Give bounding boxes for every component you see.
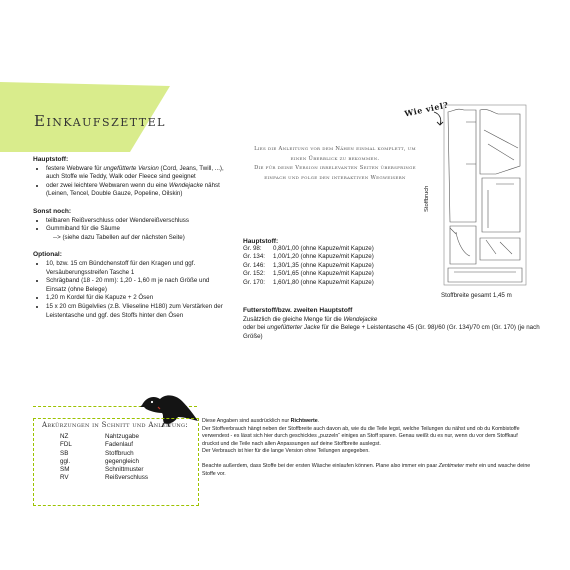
table-row: Gr. 98: 0,80/1,00 (ohne Kapuze/mit Kapuze)	[243, 245, 374, 252]
abbreviation-row: FDL Fadenlauf	[60, 441, 134, 449]
size-table-heading: Hauptstoff:	[243, 238, 279, 245]
abbreviation-list	[60, 433, 148, 483]
optional-heading: Optional:	[33, 251, 62, 259]
size-table-block	[243, 238, 382, 287]
list-item: • Gummiband für die Säume	[46, 225, 228, 234]
notes-block	[202, 418, 532, 478]
fabric-width-label: Stoffbreite gesamt 1,45 m	[441, 292, 512, 299]
table-row: Gr. 152: 1,50/1,65 (ohne Kapuze/mit Kapuze)	[243, 270, 374, 278]
abbreviation-row: SB Stoffbruch	[60, 449, 134, 457]
sonst-sub-note: --> (siehe dazu Tabellen auf der nächsten Seite)	[53, 233, 185, 241]
page-title: Einkaufszettel	[34, 112, 166, 130]
notes-p3: Der Verbrauch ist hier für die lange Version ohne Teilungen angegeben.	[202, 448, 370, 455]
futter-line-1: Zusätzlich die gleiche Menge für die Wendejacke	[243, 315, 378, 323]
table-row: Gr. 146: 1,30/1,35 (ohne Kapuze/mit Kapuze)	[243, 261, 374, 269]
futter-heading: Futterstoff/bzw. zweiten Hauptstoff	[243, 307, 353, 314]
list-item: • 1,20 m Kordel für die Kapuze + 2 Ösen	[46, 294, 228, 303]
materials-list	[33, 156, 228, 320]
wie-viel-label: Wie viel?	[403, 99, 450, 119]
abbreviation-row: SM Schnittmuster	[60, 466, 144, 474]
table-row: Gr. 170: 1,60/1,80 (ohne Kapuze/mit Kapuze)	[243, 278, 374, 286]
instruction-note: Lies die Anleitung vor dem Nähen einmal komplett, um einen Überblick zu bekommen. Die für deine Version irrelevanten Seiten überspringe einfach und folge den interaktiven Wegweisern	[254, 146, 416, 181]
size-table	[243, 245, 382, 287]
notes-p4: Beachte außerdem, dass Stoffe bei der ersten Wäsche einlaufen können. Plane also immer ein paar Zentimeter mehr ein und wasche deine Stoffe vor.	[202, 462, 531, 477]
list-item: • 15 x 20 cm Bügelvlies (z.B. Vlieseline H180) zum Verstärken der Leistentasche und ggf. des Stoffs hinter den Ösen	[46, 303, 228, 320]
futter-line-2: oder bei ungefütterter Jacke für die Belege + Leistentasche 45 (Gr. 98)/60 (Gr. 134)/70 cm (Gr. 170) (je nach Größe)	[243, 324, 540, 340]
notes-p2: Der Stoffverbrauch hängt neben der Stoffbreite auch davon ab, wie du die Teile legst, welche Teilungen du nähst und ob du Kombistoffe verwendest - es lässt sich hier durch geschicktes „puzzeln“ einiges an Stoff sparen. Genau weißt du es nur, wenn du vor dem Stoffkauf druckst und die Teile nach allen Anpassungen auf deine Stoffbreite auslegst.	[202, 425, 520, 447]
abbreviation-row: ggl. gegengleich	[60, 457, 139, 465]
list-item: • Schrägband (18 - 20 mm): 1,20 - 1,60 m je nach Größe und Einsatz (ohne Belege)	[46, 277, 228, 294]
table-row: Gr. 134: 1,00/1,20 (ohne Kapuze/mit Kapuze)	[243, 253, 374, 261]
fabric-layout-diagram	[436, 104, 536, 290]
list-item: • oder zwei leichtere Webwaren wenn du eine Wendejacke nähst (Leinen, Tencel, Double Gauze, Popeline, Oilskin)	[46, 182, 228, 199]
list-item: • teilbaren Reißverschluss oder Wendereißverschluss	[46, 217, 228, 226]
notes-p1: Diese Angaben sind ausdrücklich nur Richtwerte.	[202, 418, 320, 424]
abbreviation-title: Abkürzungen in Schnitt und Anleitung:	[41, 421, 189, 429]
fold-label: Stoffbruch	[424, 185, 430, 212]
hauptstoff-heading: Hauptstoff:	[33, 156, 69, 163]
list-item: • festere Webware für ungefütterte Version (Cord, Jeans, Twill, ...), auch Stoffe wie Teddy, Walk oder Fleece sind geeignet	[46, 165, 228, 182]
abbreviation-row: RV Reißverschluss	[60, 474, 149, 482]
abbreviation-row: NZ Nahtzugabe	[60, 433, 139, 440]
sonst-heading: Sonst noch:	[33, 207, 72, 215]
futter-block	[243, 307, 543, 341]
list-item: • 10, bzw. 15 cm Bündchenstoff für den Kragen und ggf. Versäuberungsstreifen Tasche 1	[46, 260, 228, 277]
